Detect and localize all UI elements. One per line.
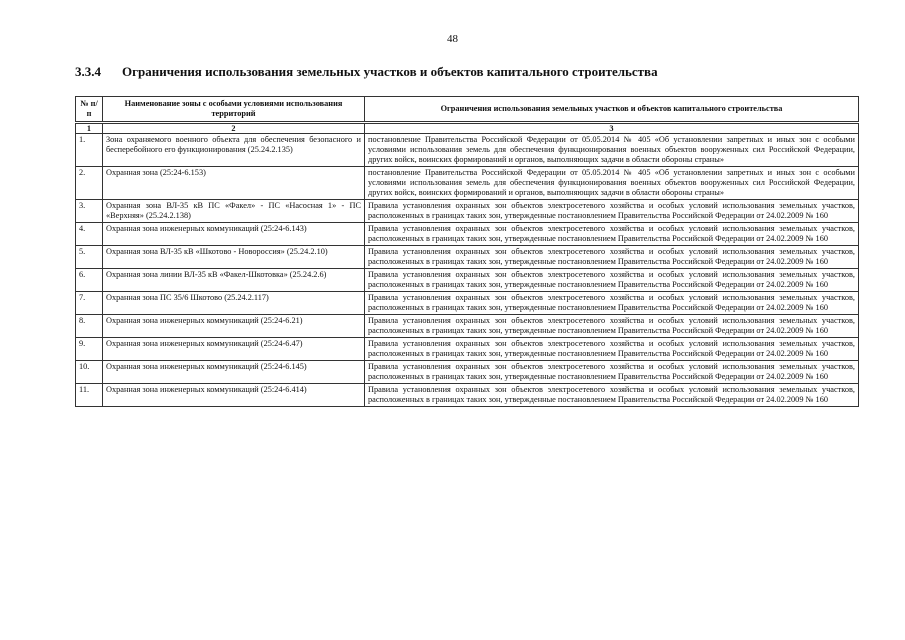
zone-name: Охранная зона ПС 35/6 Шкотово (25.24.2.117) <box>103 292 365 315</box>
row-number: 6. <box>76 269 103 292</box>
table-row <box>76 338 859 361</box>
section-number: 3.3.4 <box>75 64 101 79</box>
table-row <box>76 292 859 315</box>
table-row <box>76 246 859 269</box>
restriction-text: Правила установления охранных зон объектов электросетевого хозяйства и особых условий использования земельных участков, расположенных в границах таких зон, утвержденные постановлением Правительства Российской Федерации от 24.02.2009 № 160 <box>365 315 859 338</box>
restriction-text: Правила установления охранных зон объектов электросетевого хозяйства и особых условий использования земельных участков, расположенных в границах таких зон, утвержденные постановлением Правительства Российской Федерации от 24.02.2009 № 160 <box>365 246 859 269</box>
row-number: 3. <box>76 200 103 223</box>
zone-name: Охранная зона (25:24-6.153) <box>103 167 365 200</box>
table-row <box>76 167 859 200</box>
zone-name: Зона охраняемого военного объекта для обеспечения безопасного и бесперебойного его функционирования (25.24.2.135) <box>103 134 365 167</box>
restriction-text: Правила установления охранных зон объектов электросетевого хозяйства и особых условий использования земельных участков, расположенных в границах таких зон, утвержденные постановлением Правительства Российской Федерации от 24.02.2009 № 160 <box>365 223 859 246</box>
restriction-text: Правила установления охранных зон объектов электросетевого хозяйства и особых условий использования земельных участков, расположенных в границах таких зон, утвержденные постановлением Правительства Российской Федерации от 24.02.2009 № 160 <box>365 361 859 384</box>
restriction-text: постановление Правительства Российской Федерации от 05.05.2014 № 405 «Об установлении запретных и иных зон с особыми условиями использования земель для обеспечения функционирования военных объектов вооруженных сил Российской Федерации, других войск, воинских формирований и органов, выполняющих задачи в области обороны страны» <box>365 134 859 167</box>
row-number: 10. <box>76 361 103 384</box>
restriction-text: Правила установления охранных зон объектов электросетевого хозяйства и особых условий использования земельных участков, расположенных в границах таких зон, утвержденные постановлением Правительства Российской Федерации от 24.02.2009 № 160 <box>365 269 859 292</box>
header-restriction: Ограничения использования земельных участков и объектов капитального строительства <box>365 97 859 123</box>
zone-name: Охранная зона инженерных коммуникаций (25:24-6.145) <box>103 361 365 384</box>
zone-name: Охранная зона инженерных коммуникаций (25:24-6.414) <box>103 384 365 407</box>
section-heading <box>75 64 658 80</box>
restrictions-table <box>75 96 859 407</box>
header-zone: Наименование зоны с особыми условиями использования территорий <box>103 97 365 123</box>
column-index: 2 <box>103 123 365 134</box>
table-body <box>76 134 859 407</box>
row-number: 8. <box>76 315 103 338</box>
column-index-row <box>76 123 859 134</box>
zone-name: Охранная зона инженерных коммуникаций (25:24-6.47) <box>103 338 365 361</box>
table-row <box>76 200 859 223</box>
row-number: 7. <box>76 292 103 315</box>
zone-name: Охранная зона инженерных коммуникаций (25:24-6.21) <box>103 315 365 338</box>
page-number: 48 <box>447 33 458 45</box>
row-number: 4. <box>76 223 103 246</box>
row-number: 1. <box>76 134 103 167</box>
zone-name: Охранная зона ВЛ-35 кВ ПС «Факел» - ПС «Насосная 1» - ПС «Верхняя» (25.24.2.138) <box>103 200 365 223</box>
restriction-text: Правила установления охранных зон объектов электросетевого хозяйства и особых условий использования земельных участков, расположенных в границах таких зон, утвержденные постановлением Правительства Российской Федерации от 24.02.2009 № 160 <box>365 200 859 223</box>
row-number: 11. <box>76 384 103 407</box>
header-no: № п/п <box>76 97 103 123</box>
row-number: 5. <box>76 246 103 269</box>
zone-name: Охранная зона линии ВЛ-35 кВ «Факел-Шкотовка» (25.24.2.6) <box>103 269 365 292</box>
column-index: 3 <box>365 123 859 134</box>
restriction-text: Правила установления охранных зон объектов электросетевого хозяйства и особых условий использования земельных участков, расположенных в границах таких зон, утвержденные постановлением Правительства Российской Федерации от 24.02.2009 № 160 <box>365 338 859 361</box>
table-row <box>76 134 859 167</box>
restriction-text: Правила установления охранных зон объектов электросетевого хозяйства и особых условий использования земельных участков, расположенных в границах таких зон, утвержденные постановлением Правительства Российской Федерации от 24.02.2009 № 160 <box>365 292 859 315</box>
zone-name: Охранная зона инженерных коммуникаций (25:24-6.143) <box>103 223 365 246</box>
table-row <box>76 315 859 338</box>
column-index: 1 <box>76 123 103 134</box>
table-row <box>76 269 859 292</box>
section-title: Ограничения использования земельных участков и объектов капитального строительства <box>122 64 658 79</box>
zone-name: Охранная зона ВЛ-35 кВ «Шкотово - Новороссия» (25.24.2.10) <box>103 246 365 269</box>
restriction-text: Правила установления охранных зон объектов электросетевого хозяйства и особых условий использования земельных участков, расположенных в границах таких зон, утвержденные постановлением Правительства Российской Федерации от 24.02.2009 № 160 <box>365 384 859 407</box>
table-row <box>76 361 859 384</box>
table-row <box>76 384 859 407</box>
row-number: 2. <box>76 167 103 200</box>
table-row <box>76 223 859 246</box>
restriction-text: постановление Правительства Российской Федерации от 05.05.2014 № 405 «Об установлении запретных и иных зон с особыми условиями использования земель для обеспечения функционирования военных объектов вооруженных сил Российской Федерации, других войск, воинских формирований и органов, выполняющих задачи в области обороны страны» <box>365 167 859 200</box>
table-header-row <box>76 97 859 123</box>
row-number: 9. <box>76 338 103 361</box>
